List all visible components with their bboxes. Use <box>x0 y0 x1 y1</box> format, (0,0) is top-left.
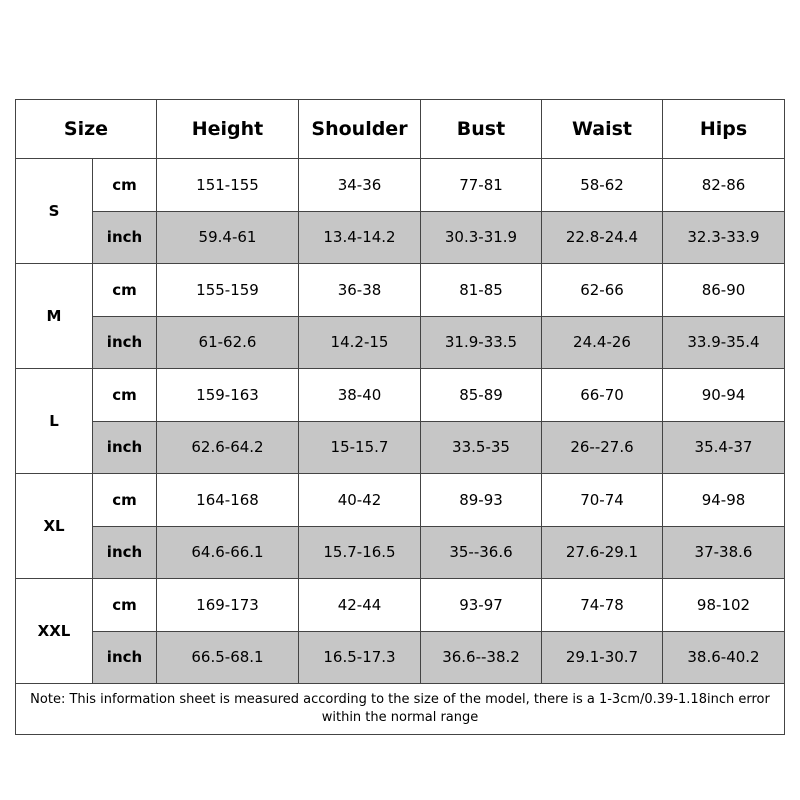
cell-shoulder: 16.5-17.3 <box>299 631 421 684</box>
cell-waist: 22.8-24.4 <box>542 211 663 264</box>
size-label-s: S <box>16 159 93 264</box>
unit-inch: inch <box>93 421 157 474</box>
table-row-xxl-inch <box>16 631 785 684</box>
table-row-xl-inch <box>16 526 785 579</box>
size-label-l: L <box>16 369 93 474</box>
table-row-m-cm <box>16 264 785 317</box>
cell-waist: 24.4-26 <box>542 316 663 369</box>
cell-height: 62.6-64.2 <box>157 421 299 474</box>
size-table <box>15 99 785 735</box>
size-chart-sheet <box>15 99 784 735</box>
cell-height: 169-173 <box>157 579 299 632</box>
note-row <box>16 684 785 735</box>
cell-shoulder: 36-38 <box>299 264 421 317</box>
cell-bust: 85-89 <box>421 369 542 422</box>
cell-height: 61-62.6 <box>157 316 299 369</box>
cell-bust: 77-81 <box>421 159 542 212</box>
unit-cm: cm <box>93 579 157 632</box>
size-label-m: M <box>16 264 93 369</box>
table-row-xxl-cm <box>16 579 785 632</box>
cell-shoulder: 15-15.7 <box>299 421 421 474</box>
size-label-xxl: XXL <box>16 579 93 684</box>
cell-bust: 81-85 <box>421 264 542 317</box>
cell-hips: 86-90 <box>663 264 785 317</box>
cell-waist: 70-74 <box>542 474 663 527</box>
unit-inch: inch <box>93 316 157 369</box>
table-row-m-inch <box>16 316 785 369</box>
cell-shoulder: 13.4-14.2 <box>299 211 421 264</box>
cell-waist: 62-66 <box>542 264 663 317</box>
unit-cm: cm <box>93 474 157 527</box>
unit-inch: inch <box>93 211 157 264</box>
cell-waist: 27.6-29.1 <box>542 526 663 579</box>
header-waist: Waist <box>542 100 663 159</box>
cell-bust: 36.6--38.2 <box>421 631 542 684</box>
table-row-l-inch <box>16 421 785 474</box>
cell-hips: 35.4-37 <box>663 421 785 474</box>
cell-height: 151-155 <box>157 159 299 212</box>
cell-hips: 38.6-40.2 <box>663 631 785 684</box>
cell-waist: 58-62 <box>542 159 663 212</box>
table-row-l-cm <box>16 369 785 422</box>
cell-hips: 98-102 <box>663 579 785 632</box>
table-row-s-inch <box>16 211 785 264</box>
cell-waist: 29.1-30.7 <box>542 631 663 684</box>
unit-inch: inch <box>93 631 157 684</box>
cell-bust: 33.5-35 <box>421 421 542 474</box>
unit-cm: cm <box>93 369 157 422</box>
cell-shoulder: 14.2-15 <box>299 316 421 369</box>
cell-shoulder: 15.7-16.5 <box>299 526 421 579</box>
header-height: Height <box>157 100 299 159</box>
size-label-xl: XL <box>16 474 93 579</box>
table-row-xl-cm <box>16 474 785 527</box>
cell-waist: 26--27.6 <box>542 421 663 474</box>
measurement-note: Note: This information sheet is measured according to the size of the model, there is a 1-3cm/0.39-1.18inch error within the normal range <box>16 684 785 735</box>
cell-shoulder: 40-42 <box>299 474 421 527</box>
cell-height: 64.6-66.1 <box>157 526 299 579</box>
cell-bust: 30.3-31.9 <box>421 211 542 264</box>
header-row <box>16 100 785 159</box>
header-size: Size <box>16 100 157 159</box>
cell-height: 155-159 <box>157 264 299 317</box>
unit-cm: cm <box>93 159 157 212</box>
cell-hips: 37-38.6 <box>663 526 785 579</box>
unit-cm: cm <box>93 264 157 317</box>
unit-inch: inch <box>93 526 157 579</box>
cell-waist: 74-78 <box>542 579 663 632</box>
header-bust: Bust <box>421 100 542 159</box>
cell-hips: 33.9-35.4 <box>663 316 785 369</box>
cell-hips: 32.3-33.9 <box>663 211 785 264</box>
cell-height: 164-168 <box>157 474 299 527</box>
header-shoulder: Shoulder <box>299 100 421 159</box>
cell-hips: 82-86 <box>663 159 785 212</box>
cell-hips: 94-98 <box>663 474 785 527</box>
cell-bust: 89-93 <box>421 474 542 527</box>
cell-shoulder: 34-36 <box>299 159 421 212</box>
cell-waist: 66-70 <box>542 369 663 422</box>
cell-bust: 93-97 <box>421 579 542 632</box>
cell-bust: 31.9-33.5 <box>421 316 542 369</box>
cell-height: 59.4-61 <box>157 211 299 264</box>
cell-height: 66.5-68.1 <box>157 631 299 684</box>
cell-height: 159-163 <box>157 369 299 422</box>
cell-bust: 35--36.6 <box>421 526 542 579</box>
header-hips: Hips <box>663 100 785 159</box>
cell-shoulder: 38-40 <box>299 369 421 422</box>
table-row-s-cm <box>16 159 785 212</box>
cell-hips: 90-94 <box>663 369 785 422</box>
cell-shoulder: 42-44 <box>299 579 421 632</box>
